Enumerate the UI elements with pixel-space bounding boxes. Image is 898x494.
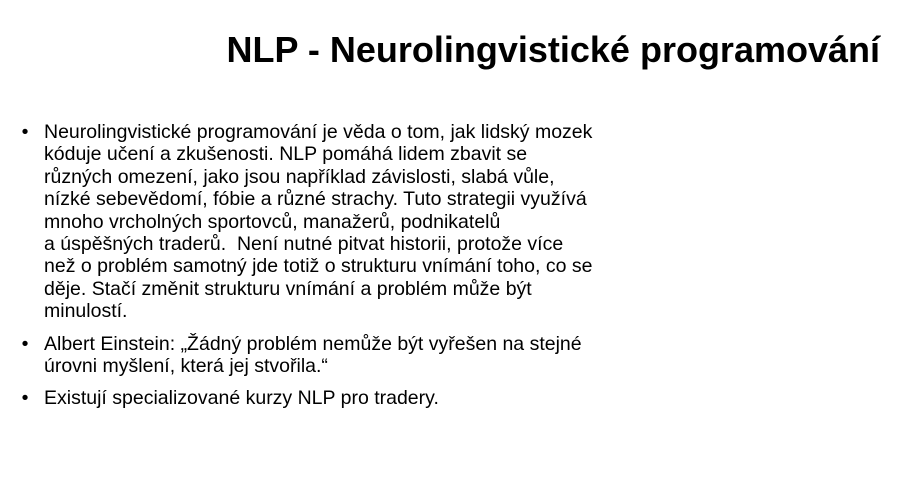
- bullet-item: [18, 333, 738, 378]
- bullet-text-line: minulostí.: [44, 300, 128, 323]
- bullet-text-line: Albert Einstein: „Žádný problém nemůže být vyřešen na stejné: [44, 332, 582, 355]
- bullet-marker: •: [21, 121, 29, 143]
- bullet-text-line: Existují specializované kurzy NLP pro tradery.: [44, 387, 439, 410]
- bullet-item: [18, 387, 738, 409]
- bullet-marker: •: [21, 387, 29, 410]
- bullet-text-line: různých omezení, jako jsou například závislosti, slabá vůle,: [44, 165, 555, 188]
- bullet-list: [18, 121, 738, 420]
- bullet-item: [18, 121, 738, 323]
- bullet-marker: •: [21, 332, 29, 355]
- bullet-text-line: a úspěšných traderů. Není nutné pitvat historii, protože více: [44, 233, 564, 256]
- slide-title: NLP - Neurolingvistické programování: [226, 29, 880, 70]
- bullet-text-line: než o problém samotný jde totiž o strukturu vnímání toho, co se: [44, 255, 593, 278]
- bullet-text-line: kóduje učení a zkušenosti. NLP pomáhá lidem zbavit se: [44, 143, 528, 166]
- bullet-text-line: nízké sebevědomí, fóbie a různé strachy. Tuto strategii využívá: [44, 188, 587, 211]
- bullet-text-line: Neurolingvistické programování je věda o tom, jak lidský mozek: [44, 121, 593, 143]
- bullet-text-line: úrovni myšlení, která jej stvořila.“: [44, 355, 328, 378]
- bullet-text-line: děje. Stačí změnit strukturu vnímání a problém může být: [44, 277, 532, 300]
- bullet-text-line: mnoho vrcholných sportovců, manažerů, podnikatelů: [44, 210, 501, 233]
